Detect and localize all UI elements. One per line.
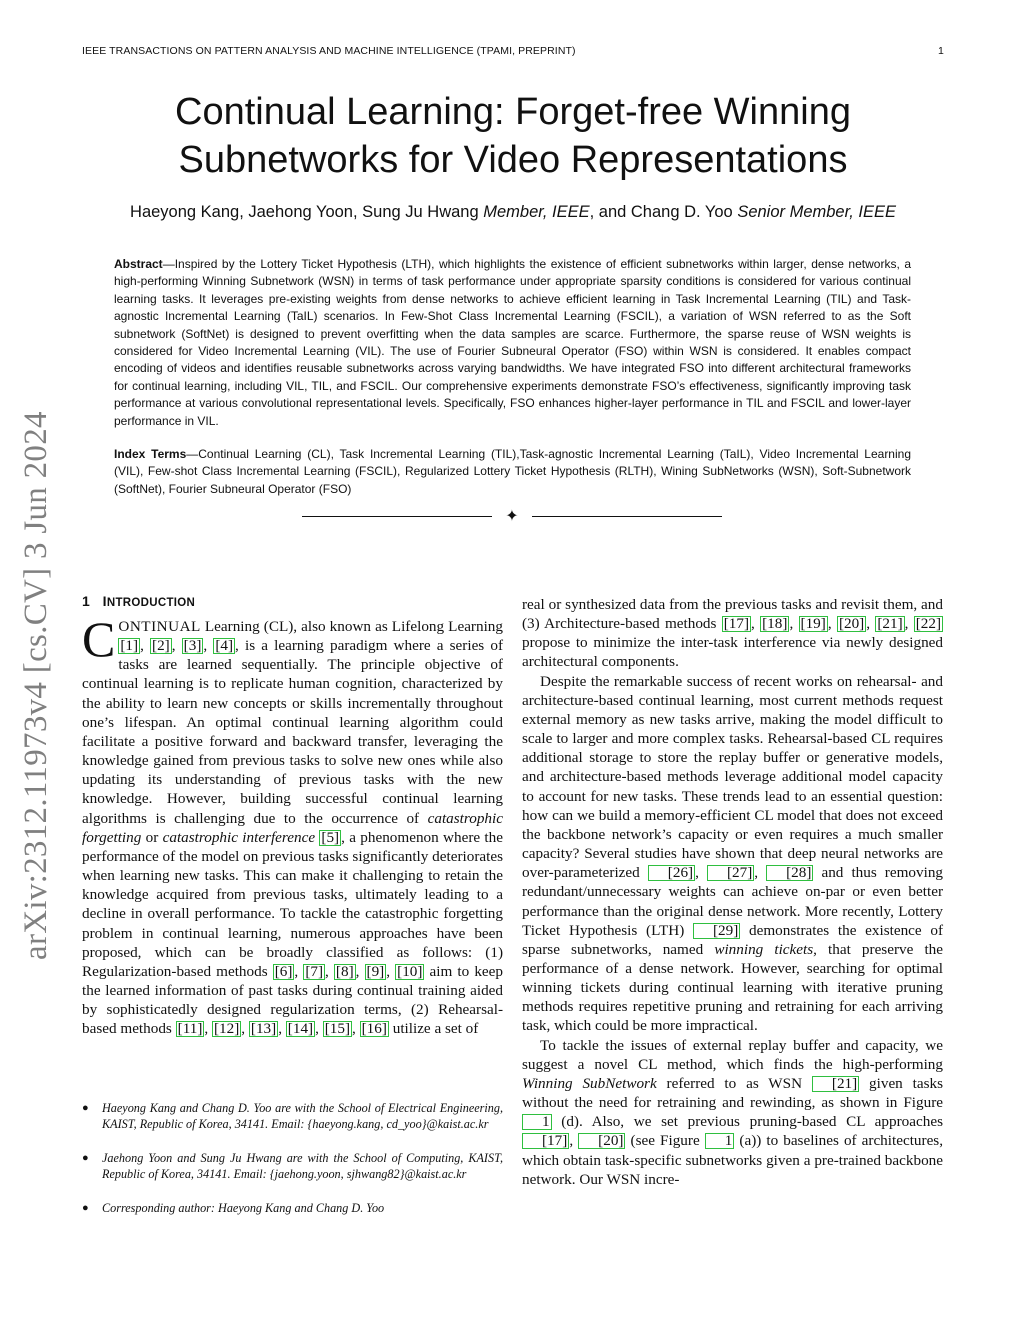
body-paragraph [522, 1036, 943, 1189]
text-run: To tackle the issues of external replay buffer and capacity, we suggest a novel CL method, which finds the high-performing [522, 1036, 943, 1073]
text-run: or [141, 828, 163, 846]
text-run: Despite the remarkable success of recent works on rehearsal- and architecture-based continual learning, most current methods request external memory as new tasks arrive, making the model difficult to scale to larger and more complex tasks. Rehearsal-based CL requires additional storage to store the replay buffer or generative models, and architecture-based methods leverage additional model capacity to account for new tasks. These trends lead to an essential question: how can we build a memory-efficient CL model that does not exceed the backbone network’s capacity or even requires a much smaller capacity? Several studies have shown that deep neural networks are over-parameterized [522, 672, 943, 882]
running-header [82, 45, 944, 57]
footnote-item [82, 1151, 503, 1183]
title-line-2: Subnetworks for Video Representations [178, 139, 848, 181]
text-run: aim to keep the learned information of past tasks during continual training aided by sophisticatedly designed regularization terms, (2) Rehearsal-based methods [82, 962, 503, 1038]
right-column [522, 595, 943, 1189]
author-list [82, 203, 944, 222]
authors-part-2: , and Chang D. Yoo [589, 203, 738, 221]
text-run: , [751, 615, 761, 633]
citation-link[interactable]: [18] [762, 615, 788, 633]
arxiv-stamp: arXiv:2312.11973v4 [cs.CV] 3 Jun 2024 [18, 411, 54, 960]
journal-name: IEEE TRANSACTIONS ON PATTERN ANALYSIS AND MACHINE INTELLIGENCE (TPAMI, PREPRINT) [82, 45, 576, 57]
citation-link[interactable]: [17] [522, 1133, 569, 1149]
text-run: , [569, 1132, 579, 1150]
index-terms-label: Index Terms [114, 447, 187, 461]
citation-link[interactable]: [22] [915, 615, 942, 633]
paper-title [82, 88, 944, 184]
text-run: , [352, 1020, 360, 1038]
section-divider [302, 506, 722, 525]
text-run: real or synthesized data from the previous tasks and revisit them, and (3) Architecture-based methods [522, 596, 943, 633]
left-column [82, 611, 504, 1038]
index-terms-text: —Continual Learning (CL), Task Incremental Learning (TIL),Task-agnostic Incremental Learning (TaIL), Video Incremental Learning (VIL), Few-shot Class Incremental Learning (FSCIL), Regularized Lottery Ticket Hypothesis (RLTH), Wining SubNetworks (WSN), Soft-Subnetwork (SoftNet), Fourier Subneural Operator (FSO) [114, 447, 911, 496]
bullet-icon: ● [82, 1151, 89, 1164]
authors-part-1: Haeyong Kang, Jaehong Yoon, Sung Ju Hwang [130, 203, 484, 221]
citation-link[interactable]: [16] [361, 1020, 387, 1038]
citation-link[interactable]: [9] [366, 962, 385, 980]
title-line-1: Continual Learning: Forget-free Winning [175, 91, 851, 133]
body-paragraph [522, 672, 943, 1036]
citation-link[interactable]: [13] [250, 1020, 277, 1038]
citation-link[interactable]: [10] [397, 962, 423, 980]
citation-link[interactable]: [6] [274, 962, 293, 980]
text-run: , [203, 637, 214, 655]
index-terms [114, 446, 911, 498]
page-number: 1 [938, 45, 944, 57]
citation-link[interactable]: [12] [213, 1020, 240, 1038]
section-number: 1 [82, 593, 91, 609]
footnote-text: Corresponding author: Haeyong Kang and Chang D. Yoo [102, 1200, 385, 1215]
abstract-label: Abstract [114, 257, 163, 271]
text-run: referred to as WSN [656, 1074, 812, 1092]
text-run: propose to minimize the inter-task interference via newly designed architectural components. [522, 634, 943, 671]
text-run: , [325, 962, 334, 980]
text-run: Learning (CL), also known as Lifelong Learning [200, 618, 503, 635]
divider-rule-right [532, 516, 722, 517]
text-run: , [789, 615, 799, 633]
citation-link[interactable]: [29] [693, 923, 740, 939]
text-run: , [754, 864, 767, 882]
bullet-icon: ● [82, 1201, 89, 1214]
abstract [114, 256, 911, 430]
text-run: , [278, 1020, 286, 1038]
footnote-item [82, 1201, 503, 1217]
abstract-text: —Inspired by the Lottery Ticket Hypothesis (LTH), which highlights the existence of efficient subnetworks within larger, dense networks, a high-performing Winning Subnetwork (WSN) in terms of task performance under appropriate sparsity conditions is considered for various continual learning tasks. It leverages pre-existing weights from dense networks to achieve efficient learning in Task Incremental Learning (TIL) and Task-agnostic Incremental Learning (TaIL) scenarios. In Few-Shot Class Incremental Learning (FSCIL), a variation of WSN referred to as the Soft subnetwork (SoftNet) is designed to prevent overfitting when the data samples are scarce. Furthermore, the sparse reuse of WSN weights is considered for Video Incremental Learning (VIL). The use of Fourier Subneural Operator (FSO) within WSN is considered. It enables compact encoding of videos and identifies reusable subnetworks across varying bandwidths. We have integrated FSO into different architectural frameworks for continual learning, including VIL, TIL, and FSCIL. Our comprehensive experiments demonstrate FSO’s effectiveness, significantly improving task performance at various convolutional representational levels. Specifically, FSO enhances higher-layer performance in TIL and FSCIL and lower-layer performance in VIL. [114, 257, 911, 428]
text-run: , [904, 615, 914, 633]
italic-term: winning tickets [714, 940, 814, 958]
citation-link[interactable]: [21] [812, 1076, 859, 1092]
italic-term: catastrophic forgetting [82, 809, 503, 846]
footnote-text: Jaehong Yoon and Sung Ju Hwang are with the School of Computing, KAIST, Republic of Korea, 34141. Email: {jaehong.yoon, sjhwang82}@kaist.ac.kr [102, 1150, 503, 1181]
citation-link[interactable]: [14] [287, 1020, 314, 1038]
text-run: utilize a set of [388, 1020, 479, 1038]
body-paragraph [522, 595, 943, 672]
citation-link[interactable]: [21] [877, 615, 903, 633]
text-run: , [204, 1020, 212, 1038]
text-run: and thus removing redundant/unnecessary weights can achieve on-par or even better performance than the original dense network. More recently, Lottery Ticket Hypothesis (LTH) [522, 864, 944, 939]
figure-link[interactable]: 1 [705, 1133, 735, 1149]
citation-link[interactable]: [28] [766, 865, 813, 881]
text-run: , a phenomenon where the performance of the model on previous tasks significantly deteriorates when learning new tasks. This can make it challenging to retain the knowledge acquired from previous tasks, ultimately leading to a decline in overall performance. To tackle the catastrophic forgetting problem in continual learning, numerous approaches have been proposed, which can be broadly classified as follows: (1) Regularization-based methods [82, 828, 503, 980]
citation-link[interactable]: [17] [723, 615, 750, 633]
footnotes [82, 1101, 503, 1235]
text-run: demonstrates the existence of sparse subnetworks, named [522, 921, 944, 958]
text-run: given tasks without the need for retraining and rewinding, as shown in Figure [522, 1074, 943, 1112]
citation-link[interactable]: [27] [707, 865, 754, 881]
text-run: , [695, 864, 707, 882]
citation-link[interactable]: [20] [838, 615, 865, 633]
bullet-icon: ● [82, 1102, 89, 1114]
intro-paragraph [82, 611, 504, 1038]
citation-link[interactable]: [5] [321, 828, 340, 846]
text-run: , is a learning paradigm where a series of tasks are learned sequentially. The principle objective of continual learning is to replicate human cognition, characterized by the ability to learn new concepts or skills incrementally throughout one’s lifespan. An optimal continual learning algorithm could facilitate a positive forward and backward transfer, leveraging the knowledge gained from previous tasks to solve new ones while also updating its understanding of previous tasks with the new knowledge. However, building successful continual learning algorithms is challenging due to the occurrence of [82, 637, 504, 827]
text-run: , [386, 962, 396, 980]
citation-link[interactable]: [11] [177, 1020, 203, 1038]
section-title-rest: NTRODUCTION [106, 597, 196, 609]
citation-link[interactable]: [4] [215, 637, 234, 655]
text-run: , [355, 962, 365, 980]
italic-term: catastrophic interference [162, 828, 316, 846]
citation-link[interactable]: [2] [152, 637, 170, 655]
text-run: , [315, 1020, 323, 1038]
text-run: (a)) to baselines of architectures, which obtain task-specific subnetworks given a pre-trained backbone network. Our WSN incre- [522, 1132, 944, 1188]
figure-link[interactable]: 1 [522, 1114, 552, 1130]
text-run: , [827, 615, 837, 633]
divider-rule-left [302, 516, 492, 517]
text-run: , [294, 962, 304, 980]
text-run: , [866, 615, 876, 633]
citation-link[interactable]: [7] [305, 962, 324, 980]
citation-link[interactable]: [8] [335, 962, 354, 980]
divider-star-icon: ✦ [505, 506, 519, 525]
italic-term: Winning SubNetwork [522, 1074, 657, 1092]
drop-cap: C [82, 611, 116, 667]
citation-link[interactable]: [26] [648, 865, 695, 881]
citation-link[interactable]: [19] [800, 615, 826, 633]
author-role-1: Member, IEEE [483, 203, 590, 221]
footnote-item [82, 1101, 503, 1133]
text-run: , that preserve the performance of a dense network. However, searching for optimal winning tickets during continual learning with iterative pruning methods requires repetitive pruning and retraining for each arriving task, which could be more impractical. [522, 940, 944, 1035]
text-run: (see Figure [625, 1132, 705, 1150]
text-run: , [140, 637, 151, 655]
author-role-2: Senior Member, IEEE [737, 203, 896, 221]
citation-link[interactable]: [1] [120, 637, 139, 655]
text-run: (d). Also, we set previous pruning-based CL approaches [551, 1113, 943, 1131]
section-heading [82, 593, 195, 609]
section-title-initial: I [102, 593, 107, 609]
footnote-text: Haeyong Kang and Chang D. Yoo are with the School of Electrical Engineering, KAIST, Republic of Korea, 34141. Email: {haeyong.kang, cd_yoo}@kaist.ac.kr [102, 1101, 503, 1131]
text-run: , [241, 1020, 249, 1038]
lead-smallcaps: ONTINUAL [118, 618, 201, 635]
citation-link[interactable]: [20] [578, 1133, 625, 1149]
text-run: , [171, 637, 182, 655]
citation-link[interactable]: [3] [183, 637, 202, 655]
citation-link[interactable]: [15] [324, 1020, 351, 1038]
